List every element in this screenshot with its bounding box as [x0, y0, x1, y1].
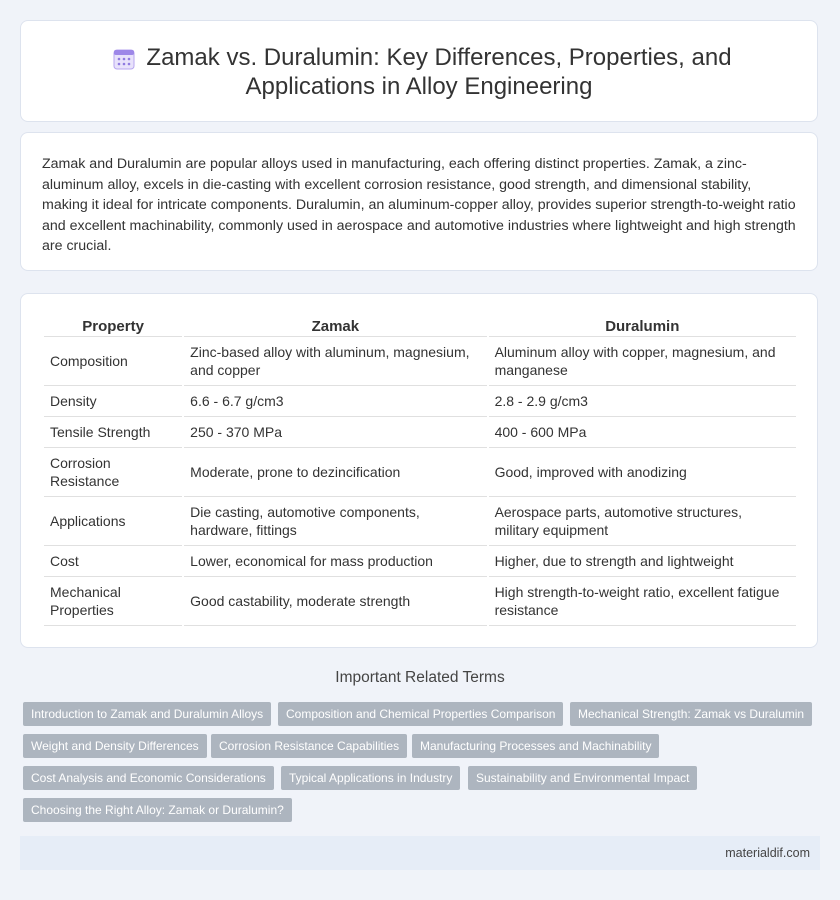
table-cell: 250 - 370 MPa — [184, 417, 486, 448]
table-cell: Good, improved with anodizing — [489, 448, 796, 497]
related-tag[interactable]: Introduction to Zamak and Duralumin Alloys — [23, 702, 271, 726]
intro-card — [20, 132, 818, 271]
title-card — [20, 20, 818, 122]
table-cell: Higher, due to strength and lightweight — [489, 546, 796, 577]
related-tag[interactable]: Weight and Density Differences — [23, 734, 207, 758]
related-tag[interactable]: Cost Analysis and Economic Considerations — [23, 766, 274, 790]
related-tag[interactable]: Manufacturing Processes and Machinability — [412, 734, 659, 758]
table-row — [44, 497, 796, 546]
table-row — [44, 448, 796, 497]
table-cell: Density — [44, 386, 182, 417]
header-zamak: Zamak — [184, 316, 486, 337]
table-cell: Corrosion Resistance — [44, 448, 182, 497]
table-cell: Composition — [44, 337, 182, 386]
table-cell: Aerospace parts, automotive structures, military equipment — [489, 497, 796, 546]
table-cell: Lower, economical for mass production — [184, 546, 486, 577]
related-tag[interactable]: Typical Applications in Industry — [281, 766, 460, 790]
table-header-row — [44, 316, 796, 337]
related-tag[interactable]: Choosing the Right Alloy: Zamak or Duralumin? — [23, 798, 292, 822]
header-duralumin: Duralumin — [489, 316, 796, 337]
table-cell: Moderate, prone to dezincification — [184, 448, 486, 497]
related-tag[interactable]: Corrosion Resistance Capabilities — [211, 734, 407, 758]
table-cell: Tensile Strength — [44, 417, 182, 448]
title-line-2: Applications in Alloy Engineering — [245, 73, 593, 100]
footer-site[interactable]: materialdif.com — [725, 846, 810, 860]
table-cell: High strength-to-weight ratio, excellent fatigue resistance — [489, 577, 796, 626]
table-row — [44, 386, 796, 417]
related-tag[interactable]: Mechanical Strength: Zamak vs Duralumin — [570, 702, 812, 726]
table-cell: Mechanical Properties — [44, 577, 182, 626]
table-cell: Applications — [44, 497, 182, 546]
related-terms-title: Important Related Terms — [335, 669, 505, 686]
table-cell: Aluminum alloy with copper, magnesium, and manganese — [489, 337, 796, 386]
table-row — [44, 577, 796, 626]
table-cell: 6.6 - 6.7 g/cm3 — [184, 386, 486, 417]
related-tag[interactable]: Composition and Chemical Properties Comparison — [278, 702, 563, 726]
table-row — [44, 417, 796, 448]
table-row — [44, 337, 796, 386]
table-cell: Die casting, automotive components, hardware, fittings — [184, 497, 486, 546]
page-title — [21, 43, 817, 101]
table-cell: Good castability, moderate strength — [184, 577, 486, 626]
footer — [20, 836, 820, 870]
header-property: Property — [44, 316, 182, 337]
comparison-table — [42, 316, 798, 626]
table-cell: Zinc-based alloy with aluminum, magnesium, and copper — [184, 337, 486, 386]
comparison-table-card — [20, 293, 818, 648]
table-cell: 2.8 - 2.9 g/cm3 — [489, 386, 796, 417]
table-row — [44, 546, 796, 577]
table-cell: 400 - 600 MPa — [489, 417, 796, 448]
title-line-1: Zamak vs. Duralumin: Key Differences, Properties, and — [146, 44, 732, 71]
intro-text: Zamak and Duralumin are popular alloys used in manufacturing, each offering distinct properties. Zamak, a zinc-aluminum alloy, excels in die-casting with excellent corrosion resistance, good strength, and dimensional stability, making it ideal for intricate components. Duralumin, an aluminum-copper alloy, provides superior strength-to-weight ratio and excellent machinability, commonly used in aerospace and automotive industries where lightweight and high strength are crucial. — [42, 156, 796, 255]
related-tag[interactable]: Sustainability and Environmental Impact — [468, 766, 697, 790]
table-cell: Cost — [44, 546, 182, 577]
